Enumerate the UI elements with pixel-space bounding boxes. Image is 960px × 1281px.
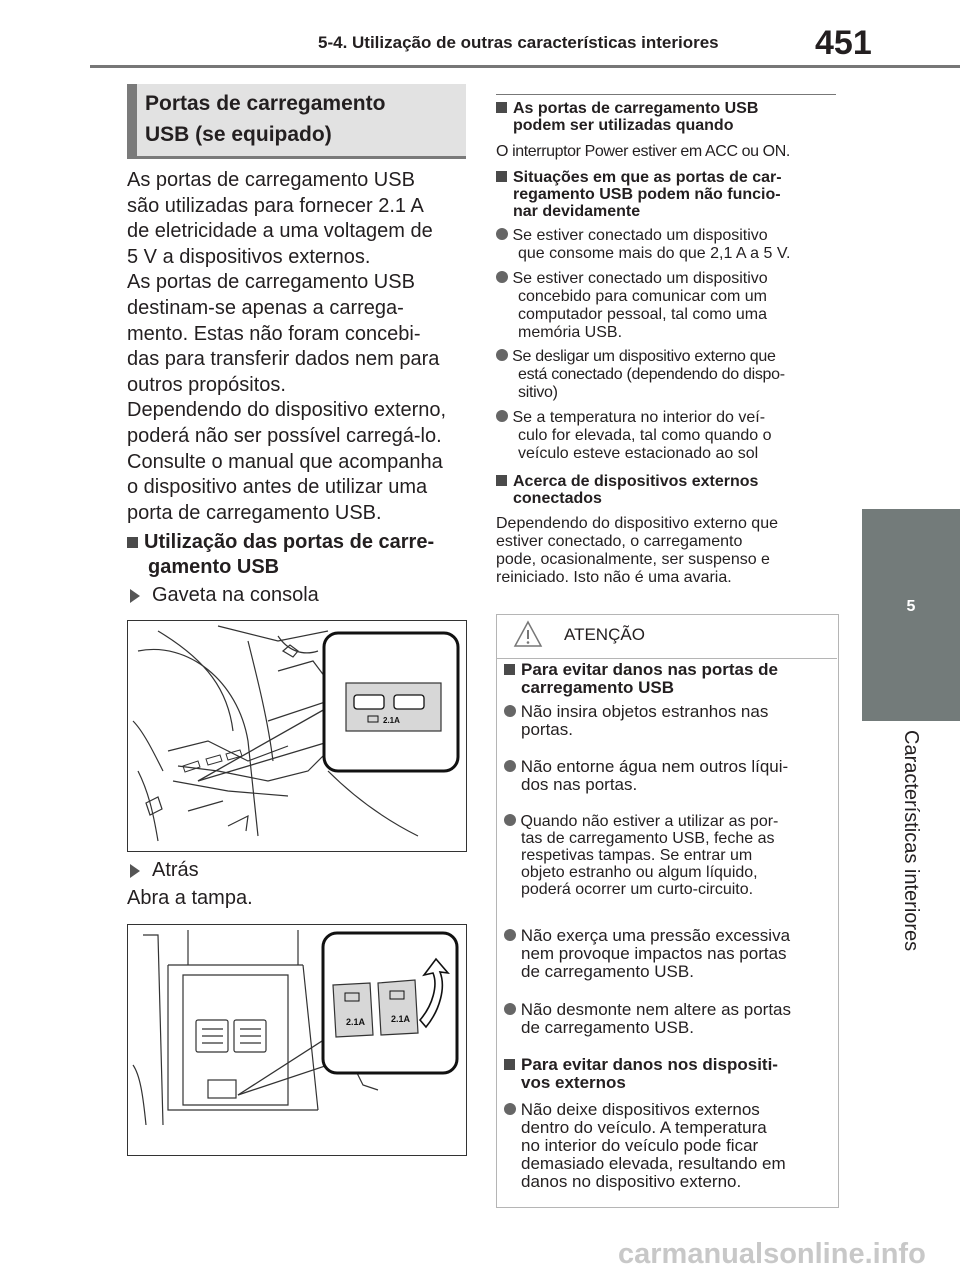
right-heading-3: Acerca de dispositivos externos conectados (496, 473, 841, 507)
right-para-1: O interruptor Power estiver em ACC ou ON. (496, 143, 790, 160)
circle-bullet-icon (496, 271, 508, 283)
item-console: Gaveta na consola (130, 583, 319, 609)
item-rear: Atrás (130, 858, 199, 884)
triangle-bullet-icon (130, 864, 140, 878)
circle-bullet-icon (504, 929, 516, 941)
section-title-bar (127, 84, 137, 159)
intro-paragraph: As portas de carregamento USB são utilizadas para fornecer 2.1 A de eletricidade a uma voltagem de 5 V a dispositivos externos. As portas de carregamento USB destinam-se apenas a carrega- mento. Estas não foram concebi- das para transferir dados nem para outros propósitos. Dependendo do dispositivo externo, poderá não ser possível carregá-lo. Consulte o manual que acompanha o dispositivo antes de utilizar uma porta de carregamento USB. (127, 169, 447, 524)
circle-bullet-icon (496, 228, 508, 240)
fig2-port-label-b: 2.1A (391, 1014, 411, 1024)
warning-item: Não entorne água nem outros líqui- dos nas portas. (504, 758, 834, 794)
fig2-port-label-a: 2.1A (346, 1017, 366, 1027)
warning-heading-1: Para evitar danos nas portas de carregamento USB (504, 661, 834, 697)
chapter-number: 5 (906, 598, 916, 615)
right-heading-2: Situações em que as portas de car- regamento USB podem não funcio- nar devidamente (496, 169, 841, 220)
circle-bullet-icon (504, 760, 516, 772)
square-bullet-icon (127, 537, 138, 548)
square-bullet-icon (504, 664, 515, 675)
square-bullet-icon (496, 171, 507, 182)
warning-item: Não deixe dispositivos externos dentro do veículo. A temperatura no interior do veículo pode ficar demasiado elevada, resultando em danos no dispositivo externo. (504, 1101, 834, 1191)
bullet-item: Se estiver conectado um dispositivo que consome mais do que 2,1 A a 5 V. (496, 227, 841, 263)
right-para-3: Dependendo do dispositivo externo que estiver conectado, o carregamento pode, ocasionalmente, ser suspenso e reiniciado. Isto não é uma avaria. (496, 515, 778, 586)
triangle-bullet-icon (130, 589, 140, 603)
right-top-rule (496, 94, 836, 95)
bullet-item: Se a temperatura no interior do veí- culo for elevada, tal como quando o veículo esteve estacionado ao sol (496, 409, 841, 463)
square-bullet-icon (504, 1059, 515, 1070)
running-header: 5-4. Utilização de outras características interiores (318, 33, 719, 52)
warning-item: Não insira objetos estranhos nas portas. (504, 703, 834, 739)
circle-bullet-icon (504, 1003, 516, 1015)
bullet-item: Se desligar um dispositivo externo que está conectado (dependendo do dispo- sitivo) (496, 348, 841, 402)
circle-bullet-icon (496, 349, 508, 361)
rear-usb-illustration (127, 924, 467, 1156)
warning-item: Quando não estiver a utilizar as por- tas de carregamento USB, feche as respetivas tampas. Se entrar um objeto estranho ou algum líquido, poderá ocorrer um curto-circuito. (504, 813, 834, 898)
circle-bullet-icon (504, 814, 516, 826)
page-number: 451 (815, 24, 872, 62)
warning-heading-2: Para evitar danos nos dispositi- vos externos (504, 1056, 834, 1092)
console-usb-illustration (127, 620, 467, 852)
warning-item: Não desmonte nem altere as portas de carregamento USB. (504, 1001, 834, 1037)
circle-bullet-icon (504, 1103, 516, 1115)
warning-title: ATENÇÃO (564, 625, 645, 644)
item-rear-note: Abra a tampa. (127, 887, 253, 909)
square-bullet-icon (496, 102, 507, 113)
warning-title-bar (496, 614, 837, 659)
usage-heading: Utilização das portas de carre- gamento USB (127, 530, 467, 580)
circle-bullet-icon (504, 705, 516, 717)
fig1-port-label: 2.1A (383, 716, 400, 725)
square-bullet-icon (496, 475, 507, 486)
watermark: carmanualsonline.info (618, 1238, 926, 1270)
circle-bullet-icon (496, 410, 508, 422)
header-rule (90, 65, 960, 68)
warning-item: Não exerça uma pressão excessiva nem provoque impactos nas portas de carregamento USB. (504, 927, 834, 981)
section-title: Portas de carregamento USB (se equipado) (145, 92, 386, 146)
right-heading-1: As portas de carregamento USB podem ser utilizadas quando (496, 100, 841, 134)
bullet-item: Se estiver conectado um dispositivo concebido para comunicar com um computador pessoal, tal como uma memória USB. (496, 270, 841, 342)
warning-triangle-icon (513, 620, 543, 648)
